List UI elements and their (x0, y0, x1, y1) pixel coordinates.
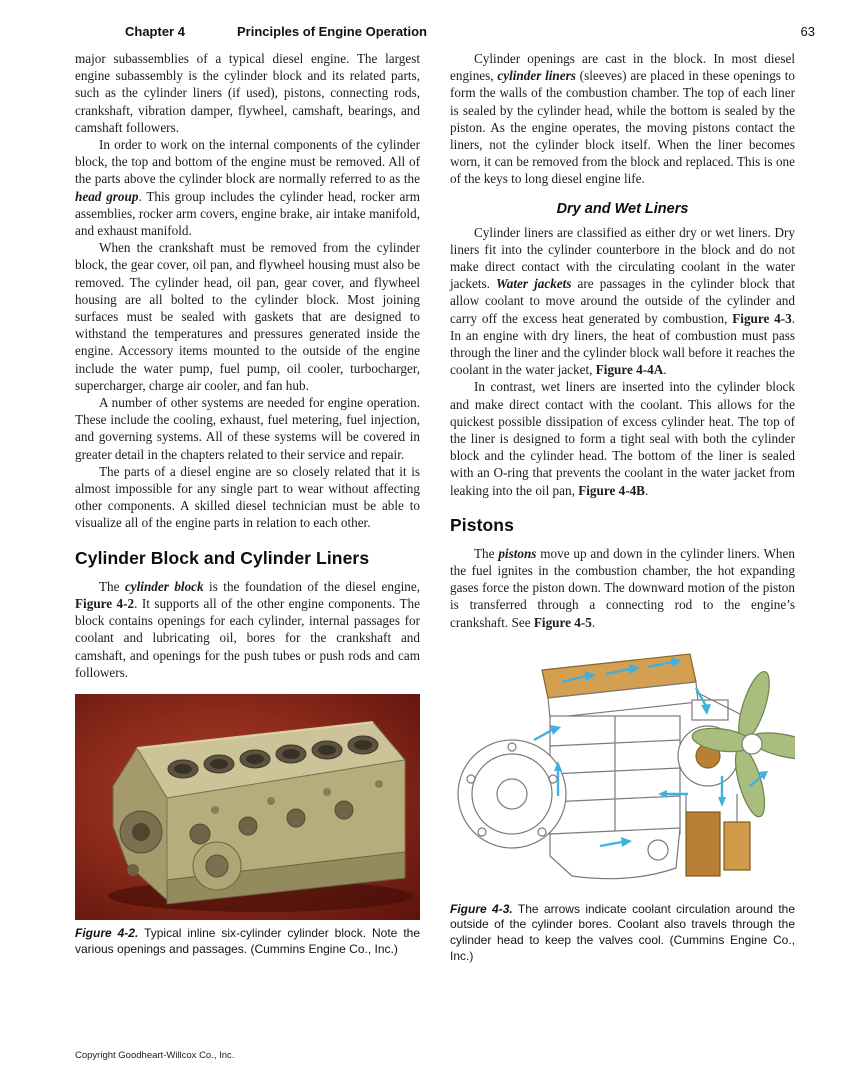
body-paragraph: The parts of a diesel engine are so closely related that it is almost impossible for any single part to wear without affecting other components. A skilled diesel technician must be able to visualize all of the engine parts in relation to each other. (75, 463, 420, 531)
figure-4-3-image (450, 644, 795, 896)
page-header (0, 24, 849, 42)
figure-4-2-image (75, 694, 420, 920)
right-column (450, 50, 795, 964)
body-paragraph: In contrast, wet liners are inserted into the cylinder block and make direct contact with the coolant. This allows for the quickest possible dissipation of excess cylinder heat. The top of the liner is designed to form a tight seal with both the cylinder block and the cylinder head. The bottom of the liner is sealed with an O-ring that prevents the coolant in the water jacket from leaking into the oil pan, Figure 4-4B. (450, 379, 795, 498)
text-columns (75, 50, 795, 964)
cylinder-block-photo-art (75, 694, 420, 920)
section-heading-cylinder-block: Cylinder Block and Cylinder Liners (75, 547, 370, 568)
chapter-label: Chapter 4 (125, 24, 185, 39)
body-paragraph: Cylinder openings are cast in the block. In most diesel engines, cylinder liners (sleeves) are placed in these openings to form the walls of the combustion chamber. The top of each liner is sealed by the cylinder head, while the bottom is sealed by the piston. As the engine operates, the moving pistons contact the liners, not the cylinder block itself. When the liner becomes worn, it can be removed from the block and replaced. This is one of the keys to long diesel engine life. (450, 51, 795, 187)
body-paragraph: In order to work on the internal components of the cylinder block, the top and bottom of the engine must be removed. All of the parts above the cylinder block are normally referred to as the head group. This group includes the cylinder head, rocker arm assemblies, rocker arm covers, engine brake, air intake manifold, and exhaust manifold. (75, 137, 420, 239)
subsection-heading-dry-wet-liners: Dry and Wet Liners (556, 200, 689, 217)
figure-4-3 (450, 644, 795, 964)
body-paragraph: major subassemblies of a typical diesel engine. The largest engine subassembly is the cylinder block and its related parts, such as the cylinder liners (if used), pistons, connecting rods, crankshaft, vibration damper, flywheel, camshaft, bearings, and camshaft followers. (75, 51, 420, 135)
page-number: 63 (800, 24, 815, 39)
body-paragraph: A number of other systems are needed for engine operation. These include the cooling, exhaust, fuel metering, fuel injection, and governing systems. All of these systems will be covered in greater detail in the chapters related to their service and repair. (75, 395, 420, 462)
body-paragraph: The pistons move up and down in the cylinder liners. When the fuel ignites in the combustion chamber, the hot expanding gases force the piston down. The downward motion of the piston is transferred through a connecting rod to the engine’s crankshaft. See Figure 4-5. (450, 545, 795, 630)
copyright-notice: Copyright Goodheart-Willcox Co., Inc. (75, 1050, 235, 1061)
engine-coolant-diagram-art (450, 644, 795, 896)
left-column (75, 50, 420, 964)
figure-4-2 (75, 694, 420, 957)
section-heading-pistons: Pistons (450, 514, 514, 535)
body-paragraph: When the crankshaft must be removed from the cylinder block, the gear cover, oil pan, and flywheel housing must also be removed. The cylinder head, oil pan, gear cover, and flywheel housing are all bolted to the cylinder block. Most joining surfaces must be sealed with gaskets that are designed to withstand the temperatures and pressures generated inside the engine. Accessory items mounted to the outside of the engine include the water pump, fuel pump, oil cooler, turbocharger, supercharger, charge air cooler, and fan hub. (75, 240, 420, 393)
running-title: Principles of Engine Operation (237, 24, 427, 39)
body-paragraph: Cylinder liners are classified as either dry or wet liners. Dry liners fit into the cylinder counterbore in the block and do not make direct contact with the circulating coolant in the water jackets. Water jackets are passages in the cylinder block that allow coolant to move around the outside of the cylinder and carry off the excess heat generated by combustion, Figure 4-3. In an engine with dry liners, the heat of combustion must pass through the liner and the cylinder block wall before it reaches the coolant in the water jacket, Figure 4-4A. (450, 224, 795, 378)
figure-4-3-caption: Figure 4-3. The arrows indicate coolant circulation around the outside of the cylinder bores. Coolant also travels through the cylinder head to keep the valves cool. (Cummins Engine Co., Inc.) (450, 901, 795, 963)
figure-4-2-caption: Figure 4-2. Typical inline six-cylinder cylinder block. Note the various openings and passages. (Cummins Engine Co., Inc.) (75, 925, 420, 956)
body-paragraph: The cylinder block is the foundation of the diesel engine, Figure 4-2. It supports all of the other engine components. The block contains openings for each cylinder, internal passages for coolant and lubricating oil, bores for the crankshaft and camshaft, and openings for the push tubes or push rods and cam followers. (75, 578, 420, 680)
